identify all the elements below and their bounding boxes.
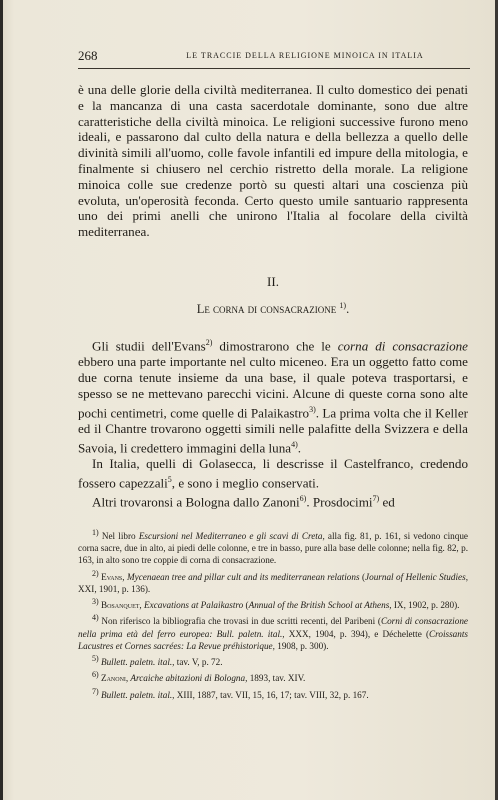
paragraph-evans	[78, 335, 468, 456]
author-name: Bosanquet,	[98, 600, 142, 611]
footnote-marker: 7)	[92, 686, 99, 696]
italic-title: Corni di consacrazione nella prima età del ferro europea: Bull. paletn. ital.,	[78, 616, 468, 639]
text-run: ed	[379, 494, 395, 510]
section-number: II.	[267, 273, 279, 289]
italic-title: Mycenaean tree and pillar cult and its mediterranean relations	[124, 571, 360, 582]
text-run: , e sono i meglio conservati.	[171, 474, 320, 490]
italic-title: Arcaiche abitazioni di Bologna,	[128, 673, 248, 684]
text-run: . La prima volta che il Keller ed il Chantre trovarono oggetti simili nelle palafitte della Svizzera e della Savoia, li credettero immagini della luna	[78, 405, 468, 455]
text-run: Gli studii dell'Evans	[92, 338, 206, 354]
page-body	[78, 82, 468, 702]
text-run: Nel libro	[98, 530, 139, 541]
page-header	[78, 48, 468, 68]
footnote-marker: 4)	[92, 613, 99, 623]
text-run: Altri trovaronsi a Bologna dallo Zanoni	[92, 494, 300, 510]
text-run: alla fig. 81, p. 161, si vedono cinque corna sacre, due in alto, ai piedi delle colonne, e tre in basso, pure alla base delle colonne; nella fig. 82, p. 163, in alto sono tre coppie di corna di consacrazione.	[78, 530, 468, 566]
header-rule	[78, 68, 470, 69]
paragraph-golasecca	[78, 456, 468, 491]
footnote-ref: 3)	[309, 404, 316, 414]
page-edge-shadow-left	[0, 0, 3, 800]
intro-paragraph: è una delle glorie della civiltà mediterranea. Il culto domestico dei penati e la mancanza di una casta sacerdotale dominante, sono due altre caratteristiche della civiltà minoica. Le religioni successive furono meno ideali, e passarono dal culto della natura e della bellezza a quello delle divinità simili all'uomo, colle favole infantili ed impure della mitologia, e finalmente si chiusero nel cerchio ristretto della morale. La religione minoica colle sue credenze portò su questi altari una coscienza più evoluta, un'operosità feconda. Certo questo umile santuario rappresenta uno dei primi anelli che unirono l'Italia al focolare della civiltà mediterranea.	[78, 82, 468, 240]
footnote-5	[78, 653, 468, 668]
text-run: XXI, 1901, p. 136).	[78, 583, 151, 594]
text-run: . Prosdocimi	[306, 494, 373, 510]
text-run: Non riferisco la bibliografia che trovasi in due scritti recenti, del Paribeni (	[98, 616, 381, 627]
italic-term: corna di consacrazione	[337, 338, 468, 354]
text-run: IX, 1902, p. 280).	[391, 600, 460, 611]
italic-title: Bullett. paletn. ital.,	[98, 689, 175, 700]
italic-title: Annual of the British School at Athens,	[248, 600, 392, 611]
footnote-1	[78, 527, 468, 567]
footnotes	[78, 527, 468, 701]
footnote-marker: 5)	[92, 653, 99, 663]
text-run: ebbero una parte importante nel culto miceneo. Era un oggetto fatto come due corna tenute insieme da una base, il quale poteva trasportarsi, e spesso se ne mettevano parecchi vicini. Alcune di queste corna sono alte pochi centimetri, come quelle di Palaikastro	[78, 354, 468, 421]
footnote-7	[78, 686, 468, 701]
footnote-ref: 2)	[205, 338, 213, 348]
footnote-marker: 1)	[92, 527, 99, 537]
footnote-ref: 5	[167, 474, 172, 484]
italic-title: Croissants Lacustres et Cornes sacrées: La Revue préhistorique,	[78, 628, 468, 651]
footnote-marker: 2)	[92, 568, 99, 578]
footnote-ref: 6)	[299, 493, 307, 503]
text-run: In Italia, quelli di Golasecca, li descrisse il Castelfranco, credendo fossero capezzali	[78, 455, 468, 490]
text-run: 1908, p. 300).	[274, 640, 329, 651]
footnote-marker: 6)	[92, 670, 99, 680]
footnote-3	[78, 596, 468, 611]
footnote-4	[78, 612, 468, 652]
page-number: 268	[78, 48, 98, 63]
italic-title: Bullett. paletn. ital.,	[98, 657, 175, 668]
text-run: (	[243, 600, 249, 611]
footnote-ref: 1)	[339, 300, 347, 310]
text-run: tav. V, p. 72.	[174, 657, 223, 668]
italic-title: Escursioni nel Mediterraneo e gli scavi di Creta,	[138, 530, 325, 541]
text-run: .	[297, 439, 302, 455]
footnote-2	[78, 568, 468, 595]
paragraph-bologna	[78, 491, 468, 510]
author-name: Evans,	[98, 571, 125, 582]
text-run: XXX, 1904, p. 394), e Déchelette (	[284, 628, 430, 639]
text-run: XIII, 1887, tav. VII, 15, 16, 17; tav. VIII, 32, p. 167.	[174, 689, 369, 700]
italic-title: Excavations at Palaikastro	[141, 600, 244, 611]
section-title: Le corna di consacrazione $^{1)}$.	[196, 300, 350, 317]
text-run: 1893, tav. XIV.	[247, 673, 306, 684]
footnote-marker: 3)	[92, 597, 99, 607]
text-run: (	[359, 571, 366, 582]
italic-title: Journal of Hellenic Studies,	[365, 571, 468, 582]
footnote-6	[78, 669, 468, 684]
section-title-text: Le corna di consacrazione	[196, 302, 337, 317]
text-run: dimostrarono che le	[212, 338, 338, 354]
footnote-ref: 4)	[291, 439, 298, 449]
footnote-ref: 7)	[372, 493, 380, 503]
author-name: Zanoni,	[98, 673, 129, 684]
running-title: LE TRACCIE DELLA RELIGIONE MINOICA IN ITALIA	[186, 51, 424, 60]
